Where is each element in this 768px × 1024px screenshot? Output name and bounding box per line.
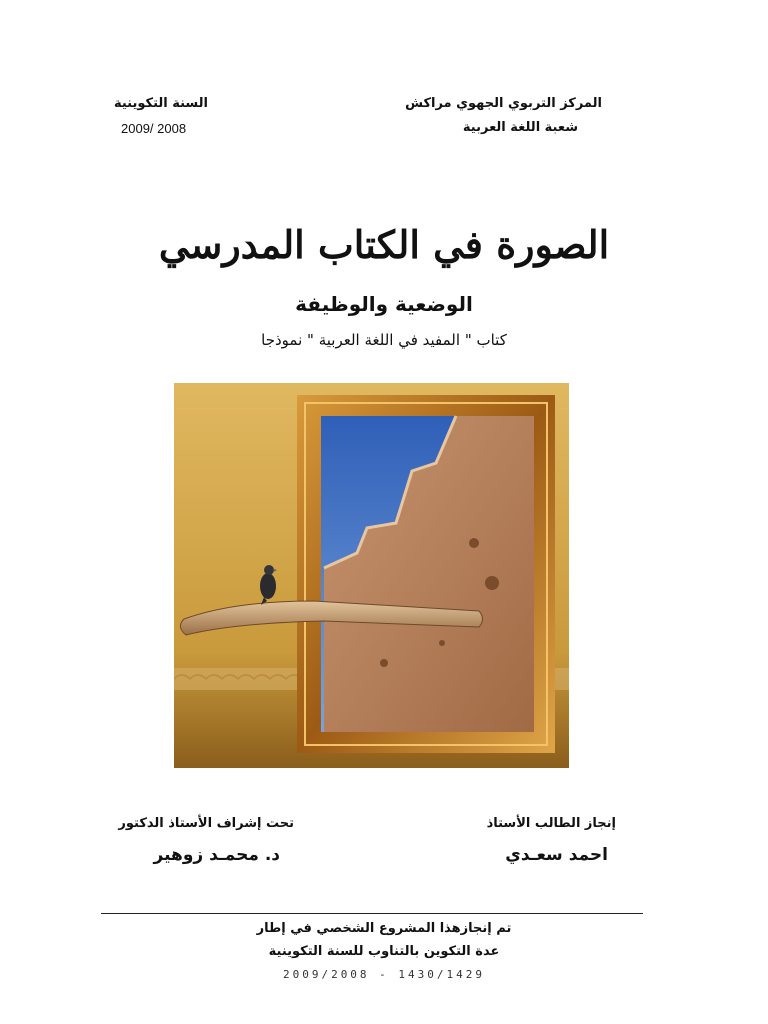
footer-line-2: عدة التكوين بالتناوب للسنة التكوينية — [268, 944, 500, 959]
year-value: 2009/ 2008 — [121, 121, 187, 136]
footer-line-1: تم إنجازهذا المشروع الشخصي في إطار — [256, 921, 512, 936]
student-label: إنجاز الطالب الأستاذ — [486, 816, 616, 831]
supervisor-name: د. محمـد زوهير — [153, 845, 280, 865]
student-name: احمد سعـدي — [505, 845, 608, 865]
footer-date: 2009/2008 - 1430/1429 — [282, 968, 486, 981]
department-name: شعبة اللغة العربية — [462, 120, 578, 135]
cover-image — [174, 383, 569, 768]
picture-frame-with-bird-icon — [174, 383, 569, 768]
year-label: السنة التكوينية — [113, 96, 208, 111]
subtitle: الوضعية والوظيفة — [295, 292, 473, 316]
institution-name: المركز التربوي الجهوي مراكش — [405, 96, 602, 111]
book-subtitle: كتاب " المفيد في اللغة العربية " نموذجا — [261, 331, 507, 349]
page-title: الصورة في الكتاب المدرسي — [158, 222, 610, 267]
supervisor-label: تحت إشراف الأستاذ الدكتور — [118, 816, 294, 831]
divider-line — [101, 913, 643, 914]
